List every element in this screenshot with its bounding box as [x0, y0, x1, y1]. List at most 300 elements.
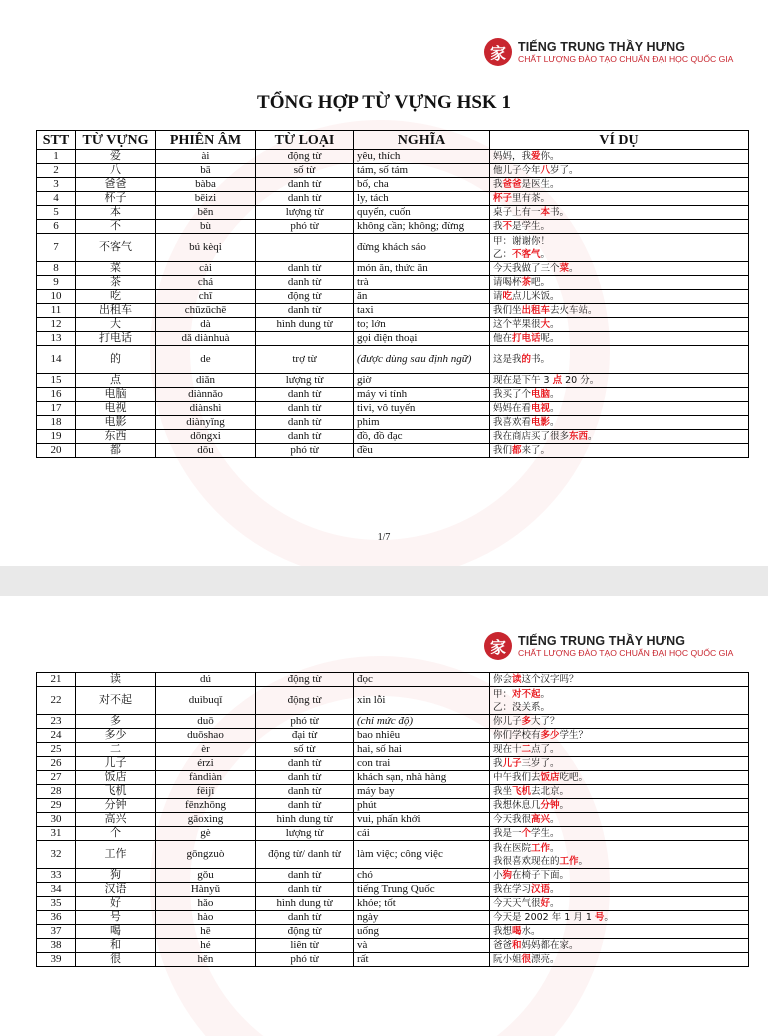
row-stt: 26	[37, 757, 76, 771]
row-pos: phó từ	[256, 953, 354, 967]
brand-seal-icon: 家	[484, 632, 512, 660]
example-text: 今天天气很	[493, 898, 541, 909]
table-row	[37, 430, 749, 444]
row-meaning: tám, số tám	[354, 164, 490, 178]
row-stt: 8	[37, 262, 76, 276]
example-text: 。	[559, 800, 570, 811]
example-text: 你们学校有	[493, 730, 541, 741]
example-text: 。	[550, 842, 560, 854]
example-text: 我	[493, 179, 503, 190]
example-text: 书。	[550, 207, 570, 218]
row-stt: 4	[37, 192, 76, 206]
row-meaning: quyển, cuốn	[354, 206, 490, 220]
row-word: 打电话	[76, 332, 156, 346]
example-highlight: 读	[512, 674, 522, 685]
example-line	[493, 276, 745, 289]
row-pinyin: bàba	[156, 178, 256, 192]
row-example	[490, 869, 749, 883]
row-pinyin: diànnǎo	[156, 388, 256, 402]
example-text: 。	[604, 912, 614, 923]
row-stt: 34	[37, 883, 76, 897]
example-highlight: 个	[521, 828, 532, 839]
row-example	[490, 430, 749, 444]
row-pos: danh từ	[256, 430, 354, 444]
row-stt: 23	[37, 715, 76, 729]
example-highlight: 多	[521, 716, 532, 727]
example-text: 今天是 2002 年 1 月 1	[493, 912, 595, 923]
row-example	[490, 673, 749, 687]
example-text: 这个汉字吗？	[521, 674, 579, 685]
row-pinyin: fàndiàn	[156, 771, 256, 785]
table-row	[37, 276, 749, 290]
row-word: 电视	[76, 402, 156, 416]
example-line	[493, 729, 745, 742]
example-line	[493, 248, 745, 261]
row-pos: số từ	[256, 743, 354, 757]
row-meaning: ăn	[354, 290, 490, 304]
row-meaning	[354, 346, 490, 374]
row-pinyin: gǒu	[156, 869, 256, 883]
row-pinyin: běn	[156, 206, 256, 220]
example-text: 。	[588, 431, 598, 442]
row-meaning: taxi	[354, 304, 490, 318]
row-example	[490, 262, 749, 276]
row-pinyin: dǎ diànhuà	[156, 332, 256, 346]
row-word: 的	[76, 346, 156, 374]
row-stt: 24	[37, 729, 76, 743]
row-pos: danh từ	[256, 883, 354, 897]
example-text: 他在	[493, 333, 513, 344]
row-pinyin: hé	[156, 939, 256, 953]
example-text: 书。	[531, 354, 551, 365]
example-highlight: 不	[502, 221, 513, 232]
example-highlight: 高兴	[531, 814, 551, 825]
example-text: 我在商店买了很多	[493, 431, 570, 442]
header-meaning: NGHĨA	[354, 131, 490, 150]
example-text: 这个苹果很	[493, 319, 541, 330]
row-stt: 25	[37, 743, 76, 757]
row-stt: 12	[37, 318, 76, 332]
row-pinyin: dà	[156, 318, 256, 332]
example-line	[493, 318, 745, 331]
row-example	[490, 304, 749, 318]
document-page-2	[0, 596, 768, 1036]
row-example	[490, 388, 749, 402]
example-highlight: 爱	[531, 151, 541, 162]
row-pos: danh từ	[256, 178, 354, 192]
table-row	[37, 687, 749, 715]
example-highlight: 点	[552, 375, 563, 386]
row-stt: 13	[37, 332, 76, 346]
row-pos: hình dung từ	[256, 897, 354, 911]
row-word: 好	[76, 897, 156, 911]
row-pinyin: ài	[156, 150, 256, 164]
row-meaning: và	[354, 939, 490, 953]
table-row	[37, 164, 749, 178]
row-pos: danh từ	[256, 799, 354, 813]
example-text: 。	[550, 898, 560, 909]
row-pos: danh từ	[256, 785, 354, 799]
row-word: 个	[76, 827, 156, 841]
row-pinyin: dú	[156, 673, 256, 687]
example-line	[493, 939, 745, 952]
table-row	[37, 883, 749, 897]
example-text: 我很喜欢现在的	[493, 855, 560, 867]
table-row	[37, 897, 749, 911]
example-line	[493, 673, 745, 686]
example-line	[493, 164, 745, 177]
example-text: 我是一	[493, 828, 522, 839]
row-meaning: đọc	[354, 673, 490, 687]
example-line	[493, 799, 745, 812]
row-pos: động từ	[256, 925, 354, 939]
row-meaning: bố, cha	[354, 178, 490, 192]
row-pos: hình dung từ	[256, 813, 354, 827]
example-text: 妈妈在看	[493, 403, 532, 414]
row-pos: số từ	[256, 164, 354, 178]
row-word: 东西	[76, 430, 156, 444]
table-row	[37, 234, 749, 262]
row-meaning: khách sạn, nhà hàng	[354, 771, 490, 785]
row-stt: 3	[37, 178, 76, 192]
row-stt: 30	[37, 813, 76, 827]
row-word: 都	[76, 444, 156, 458]
row-stt: 31	[37, 827, 76, 841]
example-text: 我	[493, 758, 503, 769]
row-meaning: trà	[354, 276, 490, 290]
row-pos: đại từ	[256, 729, 354, 743]
table-row	[37, 346, 749, 374]
example-text: 点儿米饭。	[512, 291, 560, 302]
row-pos: danh từ	[256, 262, 354, 276]
example-text: 。	[550, 319, 560, 330]
example-line	[493, 402, 745, 415]
row-meaning: phút	[354, 799, 490, 813]
row-stt: 27	[37, 771, 76, 785]
table-row	[37, 799, 749, 813]
example-highlight: 的	[521, 354, 532, 365]
example-line	[493, 785, 745, 798]
table-row	[37, 841, 749, 869]
table-row	[37, 402, 749, 416]
row-pos: phó từ	[256, 715, 354, 729]
row-word: 分钟	[76, 799, 156, 813]
example-text: 爸爸	[493, 940, 513, 951]
row-word: 喝	[76, 925, 156, 939]
example-highlight: 不客气	[512, 248, 541, 260]
row-pos: trợ từ	[256, 346, 354, 374]
example-line	[493, 827, 745, 840]
example-highlight: 饭店	[540, 772, 560, 783]
row-meaning: đồ, đồ đạc	[354, 430, 490, 444]
example-highlight: 电影	[531, 417, 551, 428]
row-example	[490, 757, 749, 771]
example-text: 我买了个	[493, 389, 532, 400]
row-meaning: khỏe; tốt	[354, 897, 490, 911]
row-stt: 6	[37, 220, 76, 234]
row-word: 爱	[76, 150, 156, 164]
row-pos: phó từ	[256, 220, 354, 234]
table-row	[37, 715, 749, 729]
example-text: 。	[550, 417, 560, 428]
table-header-row	[37, 131, 749, 150]
example-line	[493, 178, 745, 191]
row-meaning: con trai	[354, 757, 490, 771]
row-example	[490, 192, 749, 206]
row-example	[490, 729, 749, 743]
row-word: 吃	[76, 290, 156, 304]
example-text: 呢。	[540, 333, 560, 344]
row-stt: 32	[37, 841, 76, 869]
row-word: 二	[76, 743, 156, 757]
example-text: 漂亮。	[531, 954, 560, 965]
row-example	[490, 771, 749, 785]
example-line	[493, 220, 745, 233]
example-text: 今天我做了三个	[493, 263, 560, 274]
example-line	[493, 206, 745, 219]
example-text: 我坐	[493, 786, 513, 797]
example-text: 今天我很	[493, 814, 532, 825]
row-word: 飞机	[76, 785, 156, 799]
row-example	[490, 897, 749, 911]
example-line	[493, 416, 745, 429]
row-pinyin: diànshì	[156, 402, 256, 416]
example-line	[493, 688, 745, 701]
example-highlight: 多少	[540, 730, 560, 741]
example-highlight: 好	[540, 898, 551, 909]
table-row	[37, 813, 749, 827]
row-pos: động từ/ danh từ	[256, 841, 354, 869]
table-row	[37, 827, 749, 841]
example-line	[493, 444, 745, 457]
row-meaning: to; lớn	[354, 318, 490, 332]
row-pinyin: fēnzhōng	[156, 799, 256, 813]
row-meaning: gọi điện thoại	[354, 332, 490, 346]
row-example	[490, 715, 749, 729]
row-stt: 36	[37, 911, 76, 925]
page-title: TỔNG HỢP TỪ VỰNG HSK 1	[257, 92, 511, 113]
row-pinyin: chá	[156, 276, 256, 290]
example-text: 。	[540, 248, 551, 260]
row-example	[490, 813, 749, 827]
example-line	[493, 353, 745, 366]
row-word: 菜	[76, 262, 156, 276]
example-line	[493, 743, 745, 756]
row-example	[490, 925, 749, 939]
brand-logo	[484, 632, 733, 660]
header-word: TỪ VỰNG	[76, 131, 156, 150]
example-text: 我在学习	[493, 884, 532, 895]
row-meaning: chó	[354, 869, 490, 883]
example-highlight: 对不起	[512, 688, 541, 700]
row-word: 点	[76, 374, 156, 388]
example-text: 桌子上有一	[493, 207, 541, 218]
row-stt: 22	[37, 687, 76, 715]
row-stt: 39	[37, 953, 76, 967]
row-stt: 10	[37, 290, 76, 304]
example-highlight: 汉语	[531, 884, 551, 895]
table-row	[37, 757, 749, 771]
example-line	[493, 925, 745, 938]
row-example	[490, 416, 749, 430]
row-example	[490, 150, 749, 164]
example-highlight: 菜	[559, 263, 570, 274]
row-word: 饭店	[76, 771, 156, 785]
row-meaning: vui, phấn khởi	[354, 813, 490, 827]
example-highlight: 电脑	[531, 389, 551, 400]
example-text: 。	[550, 389, 560, 400]
table-row	[37, 290, 749, 304]
example-text: 岁了。	[550, 165, 579, 176]
row-word: 多	[76, 715, 156, 729]
row-meaning: ngày	[354, 911, 490, 925]
example-line	[493, 150, 745, 163]
row-example	[490, 290, 749, 304]
example-highlight: 打电话	[512, 333, 541, 344]
row-word: 对不起	[76, 687, 156, 715]
row-pos: danh từ	[256, 402, 354, 416]
row-pinyin: chī	[156, 290, 256, 304]
example-text: 三岁了。	[521, 758, 560, 769]
example-text: 你儿子	[493, 716, 522, 727]
example-text: 。	[550, 814, 560, 825]
example-highlight: 分钟	[540, 800, 560, 811]
row-pinyin: bā	[156, 164, 256, 178]
example-text: 。	[550, 403, 560, 414]
row-stt: 18	[37, 416, 76, 430]
row-example	[490, 332, 749, 346]
meaning-note: (được dùng sau định ngữ)	[357, 353, 472, 365]
example-text: 去火车站。	[550, 305, 598, 316]
row-word: 高兴	[76, 813, 156, 827]
row-pos: hình dung từ	[256, 318, 354, 332]
row-pos: liên từ	[256, 939, 354, 953]
header-pos: TỪ LOẠI	[256, 131, 354, 150]
table-row	[37, 911, 749, 925]
row-example	[490, 785, 749, 799]
row-example	[490, 318, 749, 332]
row-word: 本	[76, 206, 156, 220]
row-pos: lượng từ	[256, 206, 354, 220]
table-row	[37, 939, 749, 953]
row-pinyin: Hànyǔ	[156, 883, 256, 897]
example-text: 妈妈，我	[493, 151, 532, 162]
row-word: 很	[76, 953, 156, 967]
row-meaning: cái	[354, 827, 490, 841]
example-line	[493, 262, 745, 275]
row-stt: 20	[37, 444, 76, 458]
table-row	[37, 318, 749, 332]
row-word: 汉语	[76, 883, 156, 897]
row-pinyin: bù	[156, 220, 256, 234]
row-example	[490, 799, 749, 813]
example-highlight: 和	[512, 940, 522, 951]
row-meaning	[354, 715, 490, 729]
row-meaning: máy vi tính	[354, 388, 490, 402]
table-row	[37, 150, 749, 164]
row-word: 读	[76, 673, 156, 687]
example-text: 水。	[521, 926, 541, 937]
row-pos: danh từ	[256, 757, 354, 771]
example-text: 在椅子下面。	[512, 870, 570, 881]
row-example	[490, 234, 749, 262]
row-pos: lượng từ	[256, 827, 354, 841]
row-word: 儿子	[76, 757, 156, 771]
table-row	[37, 206, 749, 220]
example-text: 是医生。	[521, 179, 560, 190]
row-pos: danh từ	[256, 388, 354, 402]
row-example	[490, 164, 749, 178]
example-text: 我想休息几	[493, 800, 541, 811]
row-stt: 35	[37, 897, 76, 911]
brand-logo	[484, 38, 733, 66]
table-row	[37, 673, 749, 687]
example-text: 我喜欢看	[493, 417, 532, 428]
example-text: 乙：	[493, 248, 513, 260]
table-row	[37, 953, 749, 967]
row-stt: 11	[37, 304, 76, 318]
example-text: 他儿子今年	[493, 165, 541, 176]
row-pinyin: gāoxìng	[156, 813, 256, 827]
row-example	[490, 206, 749, 220]
row-pos: động từ	[256, 290, 354, 304]
table-row	[37, 925, 749, 939]
row-pos: danh từ	[256, 869, 354, 883]
row-pos: danh từ	[256, 911, 354, 925]
row-example	[490, 883, 749, 897]
table-row	[37, 416, 749, 430]
example-text: 学生。	[531, 828, 560, 839]
example-line	[493, 813, 745, 826]
row-pinyin: dōngxi	[156, 430, 256, 444]
example-line	[493, 701, 745, 714]
table-row	[37, 178, 749, 192]
row-example	[490, 827, 749, 841]
example-highlight: 杯子	[493, 193, 513, 204]
table-row	[37, 388, 749, 402]
example-line	[493, 953, 745, 966]
row-pos: động từ	[256, 673, 354, 687]
brand-slogan: CHẤT LƯỢNG ĐÀO TẠO CHUẨN ĐẠI HỌC QUỐC GIA	[518, 53, 734, 64]
example-highlight: 都	[512, 445, 522, 456]
example-highlight: 本	[540, 207, 551, 218]
table-row	[37, 785, 749, 799]
row-meaning: phim	[354, 416, 490, 430]
example-highlight: 大	[540, 319, 551, 330]
row-pinyin: hē	[156, 925, 256, 939]
example-line	[493, 897, 745, 910]
row-meaning: làm việc; công việc	[354, 841, 490, 869]
example-text: 小	[493, 870, 503, 881]
table-row	[37, 374, 749, 388]
example-text: 你。	[540, 151, 560, 162]
example-text: 吃吧。	[559, 772, 589, 783]
row-stt: 9	[37, 276, 76, 290]
row-word: 大	[76, 318, 156, 332]
header-pinyin: PHIÊN ÂM	[156, 131, 256, 150]
row-example	[490, 939, 749, 953]
row-pinyin: fēijī	[156, 785, 256, 799]
row-meaning: không cần; không; đừng	[354, 220, 490, 234]
row-pos: danh từ	[256, 416, 354, 430]
table-row	[37, 304, 749, 318]
vocab-table-page-1	[36, 130, 749, 458]
row-pinyin: bēizi	[156, 192, 256, 206]
example-line	[493, 332, 745, 345]
example-text: 。	[540, 688, 551, 700]
example-text: 你会	[493, 674, 513, 685]
example-line	[493, 869, 745, 882]
